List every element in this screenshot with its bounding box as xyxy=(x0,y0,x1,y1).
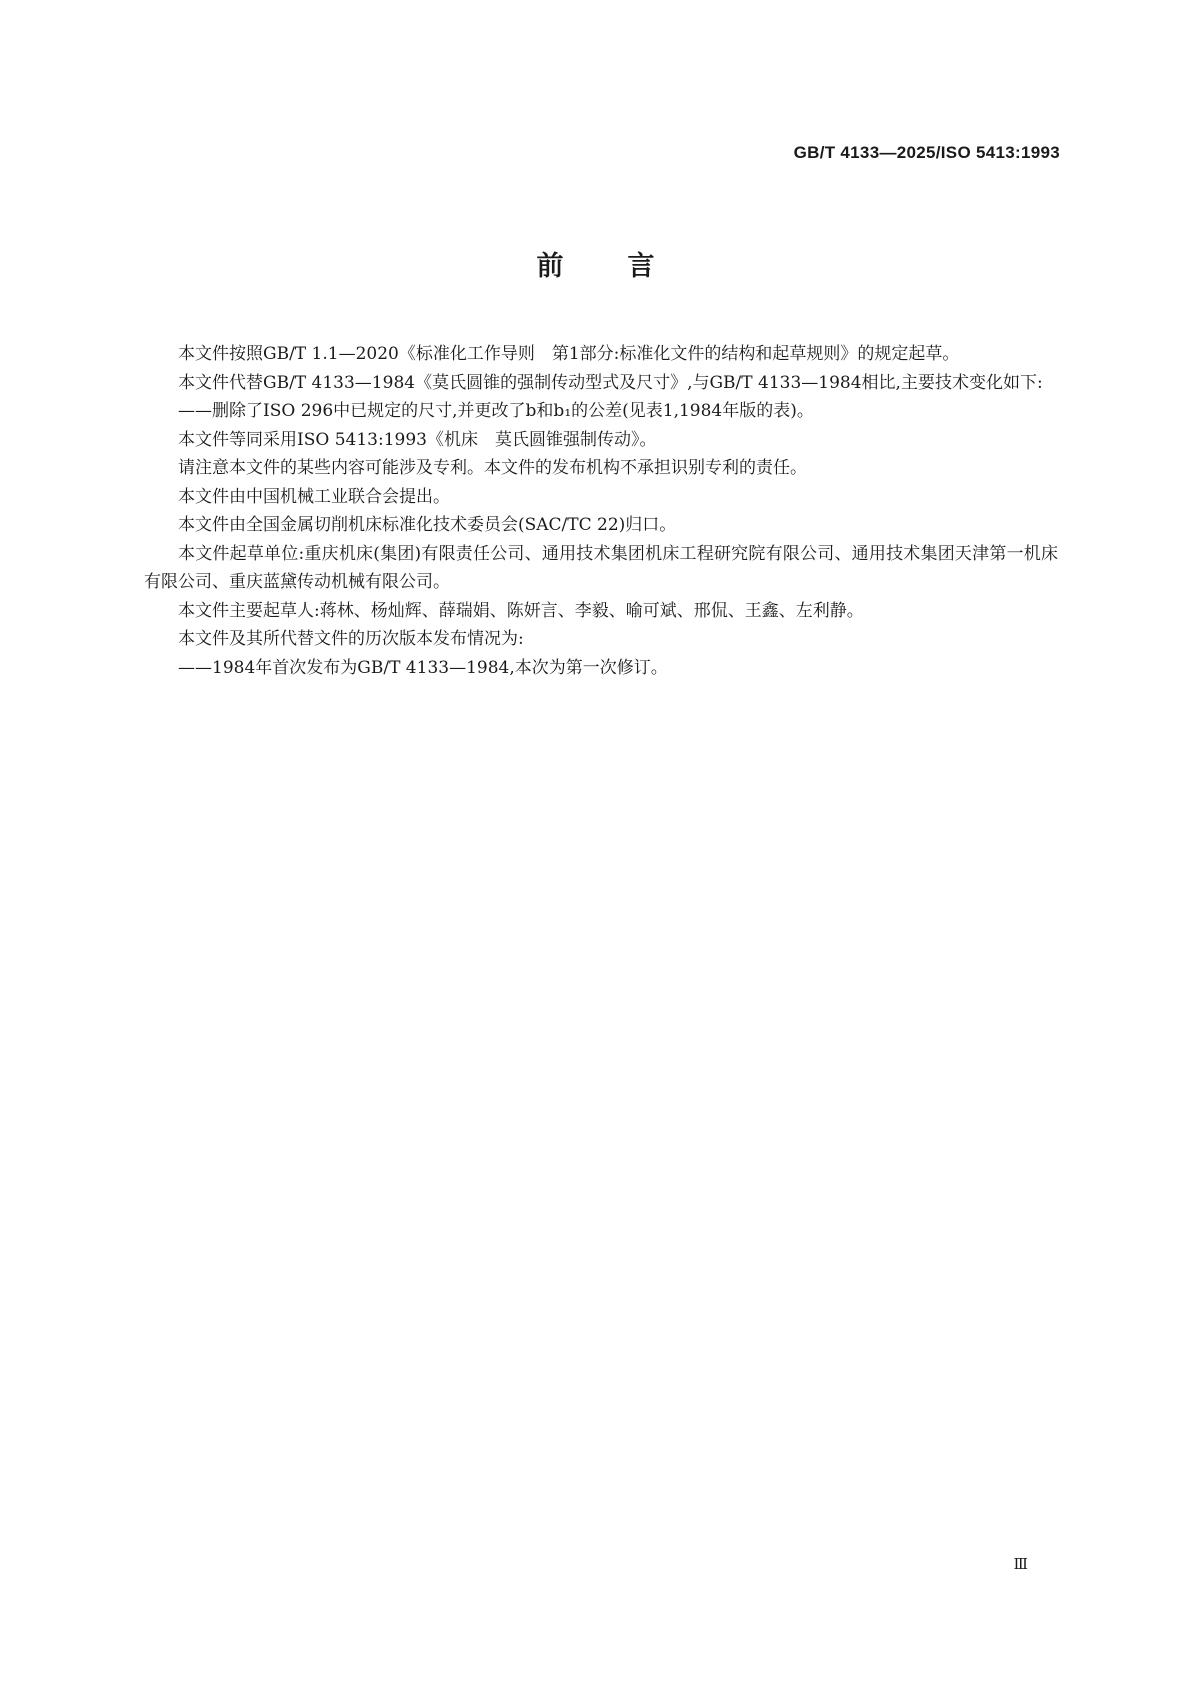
page-title: 前言 xyxy=(536,251,719,282)
preface-body xyxy=(144,340,1058,682)
paragraph-patent-notice: 请注意本文件的某些内容可能涉及专利。本文件的发布机构不承担识别专利的责任。 xyxy=(178,458,807,478)
paragraph-proposer: 本文件由中国机械工业联合会提出。 xyxy=(178,486,450,507)
paragraph-version-history: 本文件及其所代替文件的历次版本发布情况为: xyxy=(178,629,524,649)
page-number: Ⅲ xyxy=(1013,1555,1028,1573)
history-item: ——1984年首次发布为GB/T 4133—1984,本次为第一次修订。 xyxy=(178,657,668,678)
paragraph-drafting-rules: 本文件按照GB/T 1.1—2020《标准化工作导则 第1部分:标准化文件的结构和起草规则》的规定起草。 xyxy=(178,344,960,364)
paragraph-drafting-units: 本文件起草单位:重庆机床(集团)有限责任公司、通用技术集团机床工程研究院有限公司、通用技术集团天津第一机床有限公司、重庆蓝黛传动机械有限公司。 xyxy=(144,543,1058,592)
document-number: GB/T 4133—2025/ISO 5413:1993 xyxy=(793,143,1060,162)
paragraph-adoption: 本文件等同采用ISO 5413:1993《机床 莫氏圆锥强制传动》。 xyxy=(178,429,657,450)
paragraph-drafters: 本文件主要起草人:蒋林、杨灿辉、薛瑞娟、陈妍言、李毅、喻可斌、邢侃、王鑫、左利静。 xyxy=(178,600,864,621)
paragraph-replacement: 本文件代替GB/T 4133—1984《莫氏圆锥的强制传动型式及尺寸》,与GB/T 4133—1984相比,主要技术变化如下: xyxy=(178,372,1043,393)
change-item: ——删除了ISO 296中已规定的尺寸,并更改了b和b₁的公差(见表1,1984年版的表)。 xyxy=(178,401,814,421)
paragraph-committee: 本文件由全国金属切削机床标准化技术委员会(SAC/TC 22)归口。 xyxy=(178,515,677,535)
